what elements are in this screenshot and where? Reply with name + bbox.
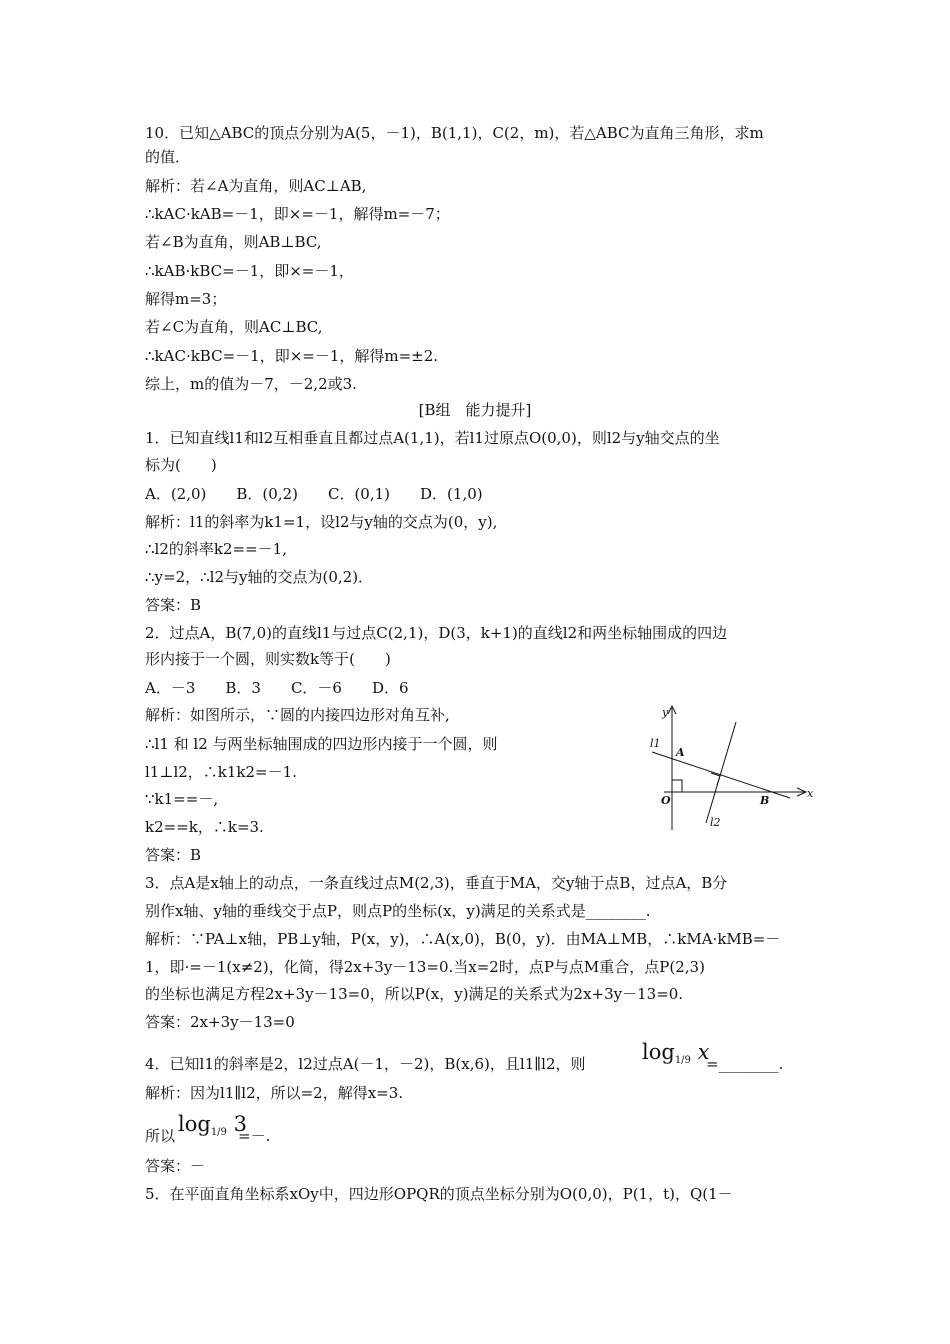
q2-solution-5: k2==k，∴k=3. (145, 818, 264, 836)
q4-solution-1: 解析：因为l1∥l2，所以=2，解得x=3. (145, 1084, 404, 1102)
log-expression-x: $\log_{1/9} x$ (642, 1040, 710, 1066)
q10-solution-2: ∴kAC·kAB=－1，即×=－1，解得m=－7； (145, 205, 450, 223)
q3-line-2: 别作x轴、y轴的垂线交于点P，则点P的坐标(x，y)满足的关系式是________. (145, 902, 651, 920)
q2-solution-3: l1⊥l2，∴k1k2=－1. (145, 763, 297, 781)
q1-solution-2: ∴l2的斜率k2==－1, (145, 540, 287, 558)
q10-solution-4: ∴kAB·kBC=－1，即×=－1， (145, 262, 354, 280)
origin-label: O (661, 794, 671, 807)
q10-line-2: 的值． (145, 148, 191, 166)
l1-label: l1 (650, 737, 661, 750)
q10-solution-5: 解得m=3； (145, 290, 227, 308)
q10-line-1: 10．已知△ABC的顶点分别为A(5，－1)，B(1,1)，C(2，m)，若△ABC为直角三角形，求m (145, 124, 764, 142)
right-angle-mark-intersection (711, 773, 720, 785)
q3-solution-2: 1，即·=－1(x≠2)，化简，得2x+3y－13=0.当x=2时，点P与点M重合，点P(2,3) (145, 958, 705, 976)
line-l1 (652, 752, 790, 798)
q2-answer: 答案：B (145, 846, 202, 864)
point-a-label: A (676, 746, 685, 759)
q2-line-2: 形内接于一个圆，则实数k等于( ) (145, 650, 391, 668)
q5-line-1: 5．在平面直角坐标系xOy中，四边形OPQR的顶点坐标分别为O(0,0)，P(1，t)，Q(1－ (145, 1185, 733, 1203)
q10-solution-7: ∴kAC·kBC=－1，即×=－1，解得m=±2. (145, 347, 439, 365)
q2-line-1: 2．过点A，B(7,0)的直线l1与过点C(2,1)，D(3，k+1)的直线l2和两坐标轴围成的四边 (145, 624, 728, 642)
q2-solution-4: ∵k1==－, (145, 790, 219, 808)
q1-solution-3: ∴y=2，∴l2与y轴的交点为(0,2)． (145, 568, 374, 586)
q2-options: A．－3 B．3 C．－6 D．6 (145, 679, 409, 697)
q3-solution-1: 解析：∵PA⊥x轴，PB⊥y轴，P(x，y)，∴A(x,0)，B(0，y)．由MA⊥MB，∴kMA·kMB=－ (145, 930, 781, 948)
q1-solution-1: 解析：l1的斜率为k1=1，设l2与y轴的交点为(0，y), (145, 513, 498, 531)
q3-line-1: 3．点A是x轴上的动点，一条直线过点M(2,3)，垂直于MA，交y轴于点B，过点A，B分 (145, 874, 728, 892)
q1-options: A．(2,0) B．(0,2) C．(0,1) D．(1,0) (145, 485, 483, 503)
q4-answer: 答案：－ (145, 1157, 206, 1175)
l2-label: l2 (710, 816, 721, 829)
log-expression-3: $\log_{1/9} 3$ (178, 1112, 247, 1138)
q1-answer: 答案：B (145, 596, 202, 614)
q1-line-1: 1．已知直线l1和l2互相垂直且都过点A(1,1)，若l1过原点O(0,0)，则l2与y轴交点的坐 (145, 429, 720, 447)
coordinate-figure (650, 700, 820, 835)
q2-solution-1: 解析：如图所示，∵圆的内接四边形对角互补, (145, 706, 450, 724)
section-heading: [B组 能力提升] (418, 401, 532, 419)
x-axis-label: x (807, 787, 814, 800)
point-b-label: B (760, 794, 770, 807)
q1-line-2: 标为( ) (145, 456, 217, 474)
q10-solution-6: 若∠C为直角，则AC⊥BC, (145, 318, 323, 336)
q10-solution-1: 解析：若∠A为直角，则AC⊥AB, (145, 177, 367, 195)
q3-answer: 答案：2x+3y－13=0 (145, 1013, 295, 1031)
y-axis-label: y (662, 706, 669, 719)
q4-solution-2-result: =－. (238, 1127, 271, 1145)
q10-solution-3: 若∠B为直角，则AB⊥BC, (145, 233, 322, 251)
q10-conclusion: 综上，m的值为－7，－2,2或3. (145, 375, 357, 393)
q4-blank: =________. (706, 1055, 784, 1073)
q4-solution-2: 所以 (145, 1127, 176, 1145)
q2-solution-2: ∴l1 和 l2 与两坐标轴围成的四边形内接于一个圆，则 (145, 735, 498, 753)
line-l2 (706, 722, 736, 823)
q3-solution-3: 的坐标也满足方程2x+3y－13=0，所以P(x，y)满足的关系式为2x+3y－13=0. (145, 985, 684, 1003)
right-angle-mark-origin (672, 780, 682, 792)
q4-line-1: 4．已知l1的斜率是2，l2过点A(－1，－2)，B(x,6)，且l1∥l2，则 (145, 1055, 586, 1073)
